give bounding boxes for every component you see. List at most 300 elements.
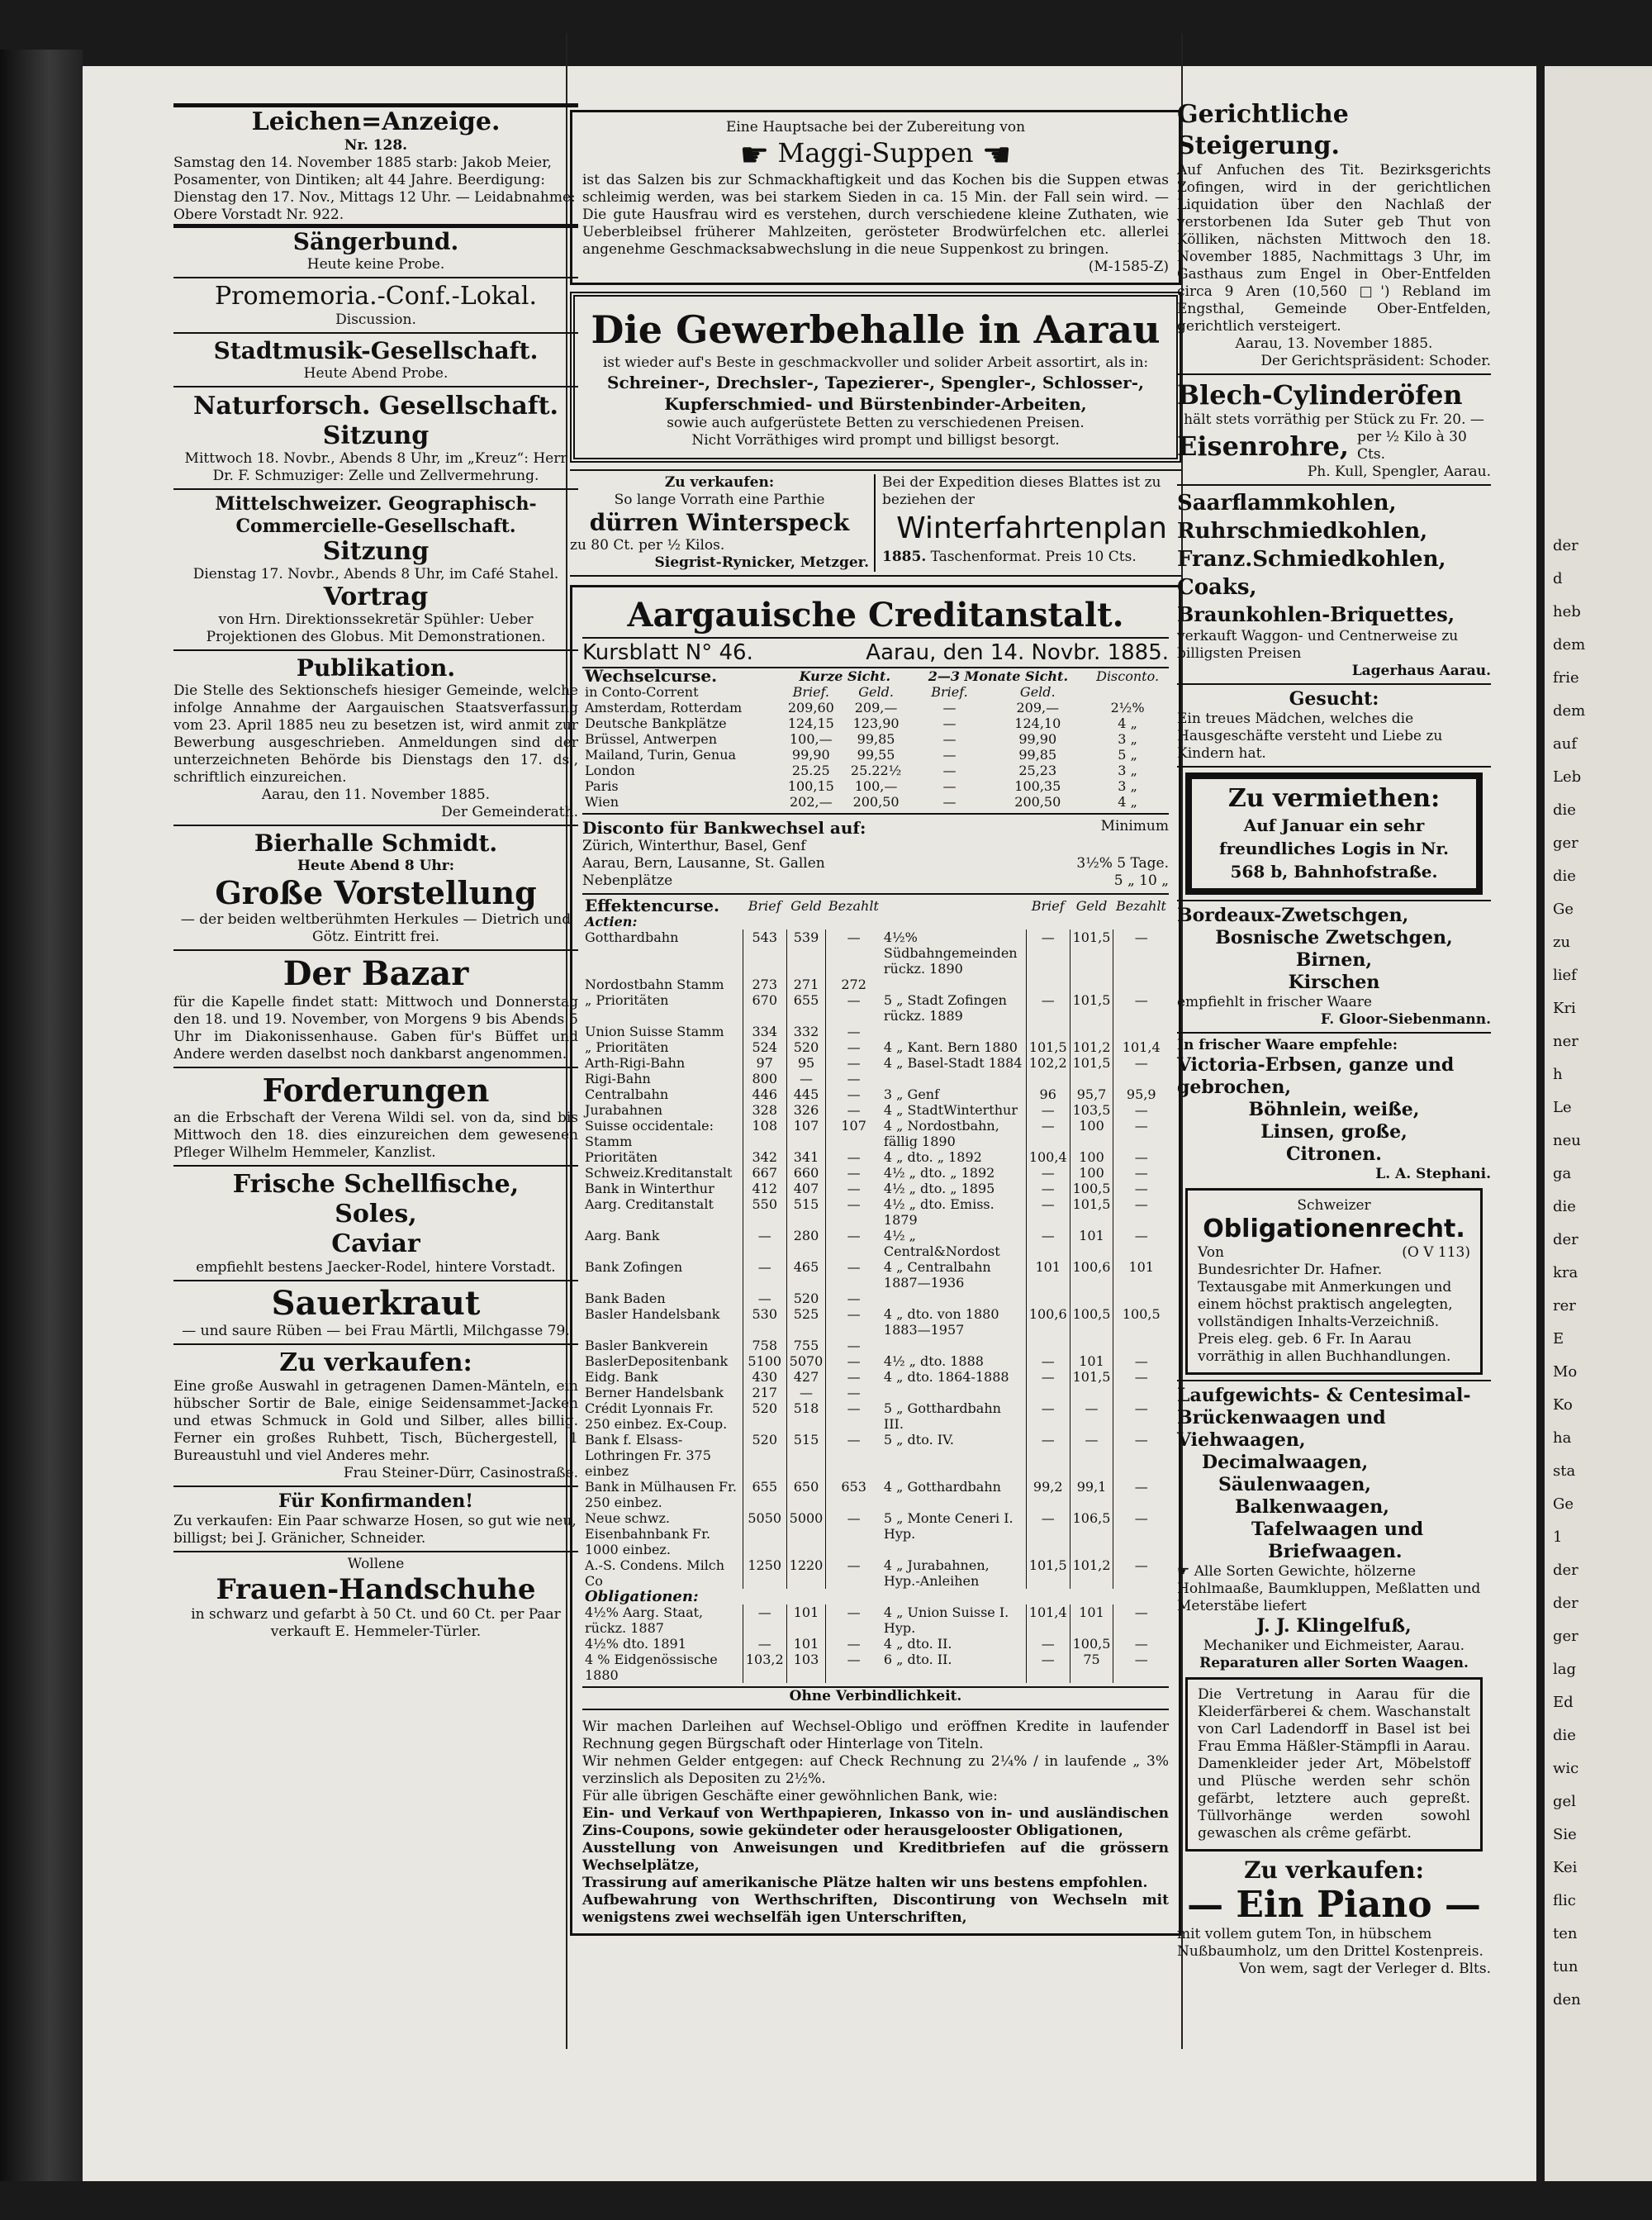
effekt-row-cell: 4½ „ dto. „ 1892	[883, 1164, 995, 1181]
waagen-body: Alle Sorten Gewichte, hölzerne Hohlmaaße, Baumkluppen, Meßlatten und Meterstäbe liefert	[1177, 1563, 1481, 1614]
effekt-row-cell: Bank in Winterthur	[585, 1180, 714, 1196]
effekt-row-cell: 271	[786, 977, 826, 992]
bazar-title: Der Bazar	[282, 954, 469, 993]
wechsel-cell: —	[942, 762, 957, 778]
effekt-row-cell: Jurabahnen	[585, 1101, 663, 1118]
effekt-row-cell: 100	[1070, 1165, 1113, 1181]
kohlen-line-4: Coaks,	[1177, 575, 1257, 600]
effekt-row-cell: —	[1113, 992, 1169, 1024]
disconto-line-1: Zürich, Winterthur, Basel, Genf	[582, 837, 806, 854]
rule	[173, 332, 578, 334]
oblig-row	[582, 1652, 1169, 1683]
edge-fragment: Kri	[1553, 1000, 1576, 1017]
rule	[1177, 1032, 1491, 1034]
wechsel-cell: —	[942, 715, 957, 731]
edge-fragment: ger	[1553, 1628, 1578, 1645]
effekt-row-cell	[1113, 1338, 1169, 1353]
right-column	[1177, 99, 1491, 1978]
gewerbe-line-5: Nicht Vorräthiges wird prompt und billigst besorgt.	[691, 431, 1060, 449]
effekt-row-cell: 328	[743, 1102, 786, 1118]
effekt-row-cell: 543	[743, 929, 786, 977]
fahrplan-line-1: Bei der Expedition dieses Blattes ist zu beziehen der	[882, 473, 1161, 508]
erbsen-line-1: Victoria-Erbsen, ganze und gebrochen,	[1177, 1054, 1455, 1098]
wechsel-cell: 25.22½	[850, 762, 902, 778]
speck-ad	[570, 474, 876, 572]
edge-fragment: der	[1553, 537, 1578, 554]
edge-fragment: Ko	[1553, 1396, 1573, 1414]
gewerbe-line-1: ist wieder auf's Beste in geschmackvoller und solider Arbeit assortirt, als in:	[602, 354, 1149, 371]
effekt-row-cell: 539	[786, 929, 826, 977]
effekt-row	[582, 1118, 1169, 1149]
fische-caviar: Caviar	[331, 1229, 420, 1258]
erbsen-sign: L. A. Stephani.	[1375, 1166, 1491, 1182]
speck-head: Zu verkaufen:	[664, 473, 775, 491]
oblig-label: Obligationen:	[585, 1587, 699, 1605]
effekt-row	[582, 1071, 1169, 1086]
edge-fragment: kra	[1553, 1264, 1578, 1281]
effekt-row	[582, 1228, 1169, 1259]
effekt-row-cell: 1250	[743, 1557, 786, 1589]
effekt-row-cell: —	[1026, 1102, 1070, 1118]
effekt-row-cell: —	[826, 1055, 881, 1071]
oblig-row-cell: 4 „ Union Suisse I. Hyp.	[883, 1604, 1009, 1636]
geograph-title: Mittelschweizer. Geographisch-Commercielle-Gesellschaft.	[215, 493, 537, 537]
wechsel-cell: —	[942, 777, 957, 794]
wechsel-cell: 100,—	[789, 730, 833, 747]
effekt-row-cell	[881, 1071, 1026, 1086]
effekt-row-cell: 101,5	[1070, 1369, 1113, 1385]
effekt-row-cell: Rigi-Bahn	[585, 1070, 651, 1086]
effekt-row-cell: A.-S. Condens. Milch Co	[585, 1557, 725, 1589]
wechsel-cell: 99,85	[1018, 746, 1057, 763]
waagen-line-7: Briefwaagen.	[1268, 1541, 1403, 1562]
effekt-row-cell: —	[826, 1385, 881, 1400]
wechsel-h-brief-2: Brief.	[931, 683, 968, 700]
verkaufen-sign: Frau Steiner-Dürr, Casinostraße.	[343, 1465, 578, 1481]
darlehen-line-2: Wir nehmen Gelder entgegen: auf Check Rechnung zu 2¼% / in laufende „ 3% verzinslich als Depositen zu 2½%.	[582, 1752, 1169, 1787]
effekt-row-cell: Neue schwz. Eisenbahnbank Fr. 1000 einbez.	[585, 1509, 711, 1557]
effekt-row-cell: —	[826, 1369, 881, 1385]
effekt-rows	[582, 929, 1169, 1589]
effekt-row-cell: 800	[743, 1071, 786, 1086]
wechsel-cell: —	[942, 746, 957, 763]
ohne-verbindlichkeit: Ohne Verbindlichkeit.	[582, 1686, 1169, 1705]
zwetschgen-body: empfiehlt in frischer Waare	[1177, 994, 1372, 1010]
waagen-title: Laufgewichts- & Centesimal-	[1177, 1385, 1471, 1406]
effekt-row-cell: 4 „ dto. „ 1892	[883, 1148, 982, 1165]
edge-fragment: lief	[1553, 967, 1577, 984]
effekt-row-cell	[1070, 1291, 1113, 1306]
effekt-row-cell: —	[1026, 1196, 1070, 1228]
effekt-h-brief: Brief	[748, 897, 781, 914]
oblig-head: Schweizer	[1297, 1197, 1371, 1214]
edge-fragment: Ed	[1553, 1694, 1574, 1711]
effekt-row-cell: —	[1113, 1118, 1169, 1149]
effekt-h-brief-2: Brief	[1031, 897, 1065, 914]
rule	[173, 649, 578, 651]
wechsel-row	[582, 715, 1169, 731]
effekt-row-cell: 5070	[786, 1353, 826, 1369]
effekt-row	[582, 977, 1169, 992]
effekt-row	[582, 1385, 1169, 1400]
effekt-row-cell: 4 „ Basel-Stadt 1884	[883, 1054, 1023, 1071]
credit-title: Aargauische Creditanstalt.	[627, 595, 1124, 635]
wechsel-cell: Amsterdam, Rotterdam	[585, 699, 743, 715]
wechsel-cell: 200,50	[852, 793, 900, 810]
effekt-row-cell	[1113, 1291, 1169, 1306]
effekt-row-cell	[1026, 1291, 1070, 1306]
maggi-title: Maggi-Suppen	[777, 137, 974, 169]
small-ads-row	[570, 469, 1181, 577]
wechsel-cell: 2½%	[1110, 699, 1145, 715]
oblig-row-cell: 75	[1070, 1652, 1113, 1683]
darlehen-line-4: Ein- und Verkauf von Werthpapieren, Inkasso von in- und ausländischen Zins-Coupons, sowie gekündeter oder herausgelooster Obligationen,	[582, 1804, 1169, 1839]
bierhalle-title: Bierhalle Schmidt.	[254, 830, 498, 857]
erbsen-line-4: Citronen.	[1286, 1143, 1382, 1165]
effekt-row-cell: 101	[1026, 1259, 1070, 1291]
effekt-row-cell: Suisse occidentale: Stamm	[585, 1117, 714, 1149]
darlehen-line-1: Wir machen Darleihen auf Wechsel-Obligo und eröffnen Kredite in laufender Rechnung gegen Bürgschaft oder Hinterlage von Titeln.	[582, 1718, 1169, 1752]
rule	[582, 893, 1169, 895]
effekt-row-cell: 518	[786, 1400, 826, 1432]
effekt-row-cell: Gotthardbahn	[585, 929, 679, 945]
effekt-row-cell: 100,5	[1113, 1306, 1169, 1338]
piano-head: Zu verkaufen:	[1244, 1856, 1424, 1884]
edge-fragment: dem	[1553, 702, 1586, 720]
stadtmusik-title: Stadtmusik-Gesellschaft.	[213, 337, 539, 364]
disconto-line-2: Aarau, Bern, Lausanne, St. Gallen	[582, 854, 825, 872]
effekt-row-cell: Aarg. Bank	[585, 1227, 660, 1243]
sitzung-2-title: Sitzung	[322, 537, 430, 566]
oblig-body: Bundesrichter Dr. Hafner. Textausgabe mit Anmerkungen und einem höchst praktisch angelegten, vollständigen Inhalts-Verzeichniß. Preis eleg. geb. 6 Fr. In Aarau vorräthig in allen Buchhandlungen.	[1198, 1262, 1453, 1365]
wechsel-cell: 25.25	[791, 762, 830, 778]
effekt-row-cell: —	[786, 1385, 826, 1400]
piano-title: Ein Piano	[1236, 1884, 1432, 1926]
wechsel-row	[582, 763, 1169, 778]
effekt-row-cell: 5100	[743, 1353, 786, 1369]
fische-soles: Soles,	[335, 1200, 417, 1229]
fahrplan-year: 1885.	[882, 548, 927, 565]
vortrag-title: Vortrag	[323, 582, 429, 611]
effekt-row-cell: —	[826, 1165, 881, 1181]
kohlen-line-1: Saarflammkohlen,	[1177, 491, 1397, 516]
effekt-row-cell: —	[1026, 1400, 1070, 1432]
edge-fragment: ger	[1553, 834, 1578, 852]
effekt-row-cell	[1113, 977, 1169, 992]
effekt-row-cell: Bank f. Elsass-Lothringen Fr. 375 einbez	[585, 1431, 711, 1479]
sitzung-1-body: Mittwoch 18. Novbr., Abends 8 Uhr, im „Kreuz“: Herr Dr. F. Schmuziger: Zelle und Zellvermehrung.	[184, 450, 567, 484]
rule	[173, 949, 578, 951]
eisen-price: per ½ Kilo à 30 Cts.	[1357, 429, 1467, 463]
effekt-row-cell: 660	[786, 1165, 826, 1181]
maggi-intro: Eine Hauptsache bei der Zubereitung von	[725, 119, 1026, 135]
zwetschgen-sign: F. Gloor-Siebenmann.	[1320, 1011, 1491, 1028]
effekt-row-cell: 4½ „ dto. 1888	[883, 1352, 984, 1369]
effekt-row-cell: 4 „ dto. von 1880 1883—1957	[883, 1305, 999, 1338]
effekt-row-cell: BaslerDepositenbank	[585, 1352, 729, 1369]
edge-fragment: Ge	[1553, 1495, 1574, 1513]
edge-fragment: Le	[1553, 1099, 1572, 1116]
naturforsch-title: Naturforsch. Gesellschaft.	[192, 392, 558, 421]
effekt-row-cell: 4½ „ Central&Nordost	[883, 1227, 1000, 1259]
oblig-row-cell: —	[1113, 1652, 1169, 1683]
oblig-row-cell: 101	[786, 1604, 826, 1636]
effekt-row-cell: 525	[786, 1306, 826, 1338]
effekt-row-cell: 101,2	[1070, 1557, 1113, 1589]
steigerung-date: Aarau, 13. November 1885.	[1235, 335, 1433, 352]
rule	[1177, 373, 1491, 375]
effekt-row-cell: —	[743, 1259, 786, 1291]
effekt-row-cell: —	[826, 1353, 881, 1369]
effekt-row-cell: —	[826, 1024, 881, 1039]
zwetschgen-line-1: Bordeaux-Zwetschgen,	[1177, 905, 1409, 926]
effekt-row	[582, 1181, 1169, 1196]
effekt-row-cell: 3 „ Genf	[883, 1086, 940, 1102]
effekt-row-cell: —	[1026, 1353, 1070, 1369]
erbsen-head: In frischer Waare empfehle:	[1177, 1037, 1398, 1053]
effekt-row-cell: —	[826, 1400, 881, 1432]
sauerkraut-title: Sauerkraut	[271, 1284, 481, 1323]
effekt-row-cell: „ Prioritäten	[585, 991, 669, 1008]
edge-fragment: Ge	[1553, 901, 1574, 918]
edge-fragment: der	[1553, 1562, 1578, 1579]
oblig-row-cell: 101	[786, 1636, 826, 1652]
effekt-row	[582, 1259, 1169, 1291]
effekt-row-cell: —	[826, 1071, 881, 1086]
effekt-row-cell: —	[826, 1338, 881, 1353]
kohlen-line-5: Braunkohlen-Briquettes,	[1177, 602, 1455, 626]
rule	[173, 1165, 578, 1167]
rule	[1177, 900, 1491, 901]
wechsel-cell: 3 „	[1118, 762, 1137, 778]
effekt-row-cell: —	[743, 1291, 786, 1306]
effekt-row-cell: 4½ „ dto. „ 1895	[883, 1180, 995, 1196]
effekt-row-cell: —	[1113, 1055, 1169, 1071]
fische-title: Frische Schellfische,	[232, 1170, 520, 1199]
effekt-title: Effektencurse.	[585, 895, 719, 915]
rule	[1177, 1380, 1491, 1381]
effekt-row-cell: 97	[743, 1055, 786, 1071]
waagen-line-3: Decimalwaagen,	[1202, 1452, 1369, 1473]
wechsel-cell: London	[585, 762, 635, 778]
wechsel-h-lang: 2—3 Monate Sicht.	[928, 668, 1069, 684]
effekt-row-cell: 100	[1070, 1149, 1113, 1165]
eisen-row	[1177, 429, 1491, 463]
rule	[173, 825, 578, 826]
effekt-row-cell: —	[1113, 1102, 1169, 1118]
effekt-row-cell: —	[1113, 1400, 1169, 1432]
effekt-row-cell: —	[1070, 1400, 1113, 1432]
effekt-row-cell: Bank Zofingen	[585, 1258, 683, 1275]
effekt-row-cell: 550	[743, 1196, 786, 1228]
oblig-row-cell: 6 „ dto. II.	[883, 1651, 952, 1667]
effekt-row-cell: —	[826, 1306, 881, 1338]
gewerbe-line-4: sowie auch aufgerüstete Betten zu verschiedenen Preisen.	[667, 414, 1085, 431]
effekt-row-cell: 758	[743, 1338, 786, 1353]
effekt-row	[582, 929, 1169, 977]
maggi-body: ist das Salzen bis zur Schmackhaftigkeit und das Kochen bis die Suppen etwas schleimig werden, was bei starkem Sieden in ca. 15 Min. der Fall sein wird. — Die gute Hausfrau wird es verstehen, durch verschiedene kleine Zuthaten, wie Ueberbleibsel früherer Mahlzeiten, gerösteter Brodwürfelchen etc. allerlei angenehme Geschmacksabwechslung in die neue Suppenkost zu bringen.	[582, 171, 1169, 258]
piano-sign: Von wem, sagt der Verleger d. Blts.	[1239, 1961, 1491, 1977]
sitzung-1-title: Sitzung	[322, 421, 430, 450]
disconto-header	[582, 818, 1169, 838]
waagen-line-2: Viehwaagen,	[1177, 1429, 1306, 1451]
effekt-row-cell	[1113, 1024, 1169, 1039]
oblig-row-cell: —	[1113, 1604, 1169, 1636]
gewerbe-title: Die Gewerbehalle in Aarau	[591, 307, 1161, 352]
effekt-row	[582, 1432, 1169, 1479]
effekt-row	[582, 992, 1169, 1024]
effekt-row	[582, 1039, 1169, 1055]
edge-fragment: rer	[1553, 1297, 1576, 1314]
oblig-von: Von	[1198, 1244, 1224, 1261]
wechsel-cell: 99,55	[857, 746, 895, 763]
sauerkraut-body: — und saure Rüben — bei Frau Märtli, Milchgasse 79.	[182, 1323, 570, 1339]
rule	[173, 488, 578, 490]
effekt-row-cell	[1026, 1385, 1070, 1400]
rule	[173, 1067, 578, 1068]
effekt-row	[582, 1102, 1169, 1118]
bierhalle-sub: Heute Abend 8 Uhr:	[297, 858, 455, 874]
effekt-row-cell: 407	[786, 1181, 826, 1196]
edge-fragment: E	[1553, 1330, 1564, 1348]
publikation-body: Die Stelle des Sektionschefs hiesiger Gemeinde, welche infolge Annahme der Aargauischen Staatsverfassung vom 23. April 1885 neu zu besetzen ist, wird anmit zur Bewerbung ausgeschrieben. Anmeldungen sind der unterzeichneten Behörde bis Dienstags den 17. ds., schriftlich einzureichen.	[173, 682, 578, 786]
edge-fragment: Sie	[1553, 1826, 1577, 1843]
effekt-h-bezahlt-2: Bezahlt	[1115, 897, 1166, 914]
piano-title-row: — Ein Piano —	[1187, 1884, 1481, 1926]
effekt-row-cell: 4 „ Jurabahnen, Hyp.-Anleihen	[883, 1557, 990, 1589]
erbsen-line-2: Böhnlein, weiße,	[1248, 1099, 1420, 1120]
effekt-row-cell: 4 „ Gotthardbahn	[883, 1478, 1001, 1495]
effekt-row	[582, 1165, 1169, 1181]
rule	[173, 1551, 578, 1552]
vermieten-ad	[1185, 772, 1483, 895]
effekt-row	[582, 1400, 1169, 1432]
effekt-row-cell	[1026, 1024, 1070, 1039]
fahrplan-ad	[876, 474, 1181, 572]
edge-fragment: d	[1553, 570, 1563, 587]
wechsel-cell: 100,—	[854, 777, 898, 794]
effekt-row-cell	[881, 1024, 1026, 1039]
effekt-row-cell: 430	[743, 1369, 786, 1385]
pointing-hand-icon: ☛	[1177, 1563, 1194, 1580]
edge-fragment: h	[1553, 1066, 1563, 1083]
aktien-label: Actien:	[585, 913, 638, 929]
effekt-row-cell: —	[826, 1228, 881, 1259]
konfirmanden-title: Für Konfirmanden!	[278, 1490, 473, 1512]
effekt-row-cell: Aarg. Creditanstalt	[585, 1196, 714, 1212]
wechsel-row	[582, 794, 1169, 810]
effekt-row	[582, 1086, 1169, 1102]
effekt-row-cell	[1026, 1071, 1070, 1086]
effekt-row-cell: 101	[1113, 1259, 1169, 1291]
oblig-von-row	[1198, 1244, 1470, 1262]
wechsel-cell: 200,50	[1014, 793, 1061, 810]
effekt-row-cell	[1070, 1338, 1113, 1353]
effekt-row-cell: 101	[1070, 1353, 1113, 1369]
effekt-row-cell: —	[826, 1149, 881, 1165]
rule	[173, 1280, 578, 1281]
effekt-row-cell: —	[826, 1259, 881, 1291]
effekt-row-cell: —	[1113, 929, 1169, 977]
wechsel-cell: 209,—	[1016, 699, 1060, 715]
effekt-row-cell: —	[1113, 1557, 1169, 1589]
zwetschgen-line-3: Birnen,	[1295, 949, 1373, 971]
wechsel-title: Wechselcurse.	[585, 665, 718, 686]
effekt-row-cell: —	[826, 1432, 881, 1479]
effekt-row-cell: 445	[786, 1086, 826, 1102]
oblig-row-cell: —	[826, 1652, 881, 1683]
edge-fragment: dem	[1553, 636, 1586, 654]
effekt-row-cell: 1220	[786, 1557, 826, 1589]
rule	[1177, 683, 1491, 685]
effekt-row-cell: —	[826, 1102, 881, 1118]
effekt-row-cell: „ Prioritäten	[585, 1039, 669, 1055]
wechsel-cell: Paris	[585, 777, 619, 794]
effekt-row-cell: —	[1026, 1369, 1070, 1385]
wechsel-cell: 99,85	[857, 730, 895, 747]
waagen-line-4: Säulenwaagen,	[1218, 1474, 1371, 1495]
gesucht-title: Gesucht:	[1289, 688, 1379, 710]
oblig-row	[582, 1604, 1169, 1636]
effekt-row-cell: 101,2	[1070, 1039, 1113, 1055]
effekt-row-cell: —	[826, 1510, 881, 1557]
effekt-row-cell: 446	[743, 1086, 786, 1102]
effekt-row-cell: —	[1026, 992, 1070, 1024]
speck-title: dürren Winterspeck	[589, 508, 850, 536]
effekt-row-cell	[1026, 1338, 1070, 1353]
effekt-row-cell: 95,9	[1113, 1086, 1169, 1102]
edge-fragment: auf	[1553, 735, 1577, 753]
edge-fragment: den	[1553, 1991, 1581, 2008]
fahrplan-title: Winterfahrtenplan	[896, 511, 1167, 545]
oblig-row-cell: —	[1026, 1636, 1070, 1652]
wechsel-sub: in Conto-Corrent	[585, 683, 699, 700]
effekt-row-cell	[881, 1338, 1026, 1353]
disconto-line-3: Nebenplätze	[582, 872, 673, 889]
kursblatt-number: Kursblatt N° 46.	[582, 639, 753, 665]
effekt-row-cell: —	[826, 1196, 881, 1228]
wechsel-cell: 3 „	[1118, 730, 1137, 747]
edge-fragment: die	[1553, 1198, 1576, 1215]
blech-title: Blech-Cylinderöfen	[1177, 379, 1463, 411]
effekt-row-cell: Berner Handelsbank	[585, 1384, 724, 1400]
oblig-row-cell: 4½% dto. 1891	[585, 1635, 686, 1652]
steigerung-sign: Der Gerichtspräsident: Schoder.	[1260, 353, 1491, 369]
effekt-row-cell: 101,4	[1113, 1039, 1169, 1055]
wechsel-cell: —	[942, 699, 957, 715]
effekt-row-cell: 101	[1070, 1228, 1113, 1259]
darlehen-line-5: Ausstellung von Anweisungen und Kreditbriefen auf die grössern Wechselplätze,	[582, 1839, 1169, 1874]
obligationenrecht-ad	[1185, 1188, 1483, 1375]
effekt-row-cell: 101,5	[1070, 1196, 1113, 1228]
oblig-row-cell: 103	[786, 1652, 826, 1683]
effekt-row	[582, 1557, 1169, 1589]
vortrag-body: von Hrn. Direktionssekretär Spühler: Ueber Projektionen des Globus. Mit Demonstrationen.	[206, 611, 546, 645]
effekt-row-cell	[1070, 1385, 1113, 1400]
effekt-row-cell: 4 „ Kant. Bern 1880	[883, 1039, 1018, 1055]
wechsel-cell: 209,60	[787, 699, 834, 715]
wollene-label: Wollene	[347, 1556, 405, 1572]
wechsel-cell: 100,15	[787, 777, 834, 794]
effekt-row-cell: —	[1026, 1181, 1070, 1196]
edge-fragment: Mo	[1553, 1363, 1578, 1381]
wechsel-cell: 4 „	[1118, 715, 1137, 731]
fische-body: empfiehlt bestens Jaecker-Rodel, hintere Vorstadt.	[196, 1259, 556, 1276]
effekt-row-cell: —	[826, 1557, 881, 1589]
forderungen-title: Forderungen	[262, 1072, 490, 1109]
wechsel-cell: —	[942, 730, 957, 747]
edge-fragment: flic	[1553, 1892, 1576, 1909]
